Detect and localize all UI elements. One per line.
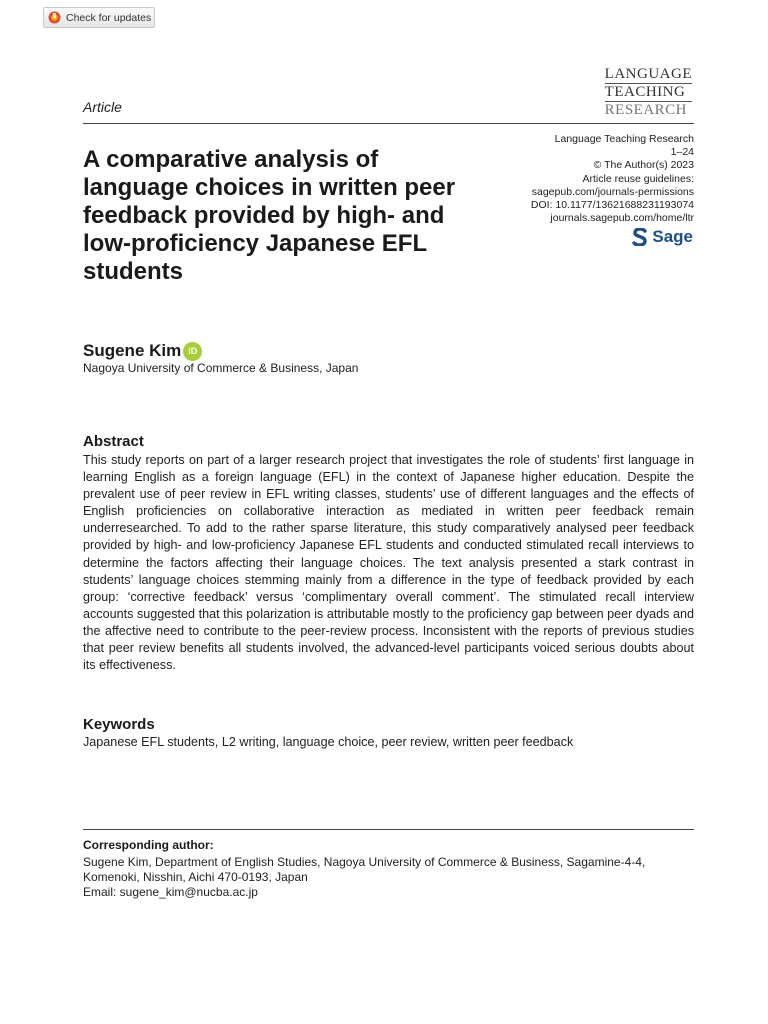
author bbox=[83, 341, 202, 361]
meta-permissions-link[interactable]: sagepub.com/journals-permissions bbox=[531, 185, 694, 198]
meta-doi-link[interactable]: DOI: 10.1177/13621688231193074 bbox=[530, 199, 694, 212]
article-type: Article bbox=[83, 99, 122, 115]
journal-logo bbox=[605, 66, 692, 119]
publisher-logo bbox=[632, 227, 693, 247]
corresponding-address-line2: Komenoki, Nisshin, Aichi 470-0193, Japan bbox=[83, 870, 308, 884]
check-for-updates-button[interactable] bbox=[43, 7, 155, 28]
orcid-icon[interactable]: iD bbox=[183, 342, 202, 361]
sage-logo-icon bbox=[632, 228, 648, 246]
journal-logo-line1: LANGUAGE bbox=[604, 66, 692, 82]
abstract-heading: Abstract bbox=[83, 433, 144, 450]
keywords-text: Japanese EFL students, L2 writing, language choice, peer review, written peer feedback bbox=[83, 735, 574, 749]
footer-divider bbox=[83, 829, 694, 830]
check-updates-label: Check for updates bbox=[66, 11, 152, 24]
author-name: Sugene Kim bbox=[83, 341, 182, 360]
article-title: A comparative analysis of language choices in written peer feedback provided by high- and low-proficiency Japanese EFL students bbox=[83, 146, 456, 285]
corresponding-email[interactable]: Email: sugene_kim@nucba.ac.jp bbox=[83, 885, 258, 899]
meta-journal: Language Teaching Research bbox=[554, 133, 694, 145]
publisher-name: Sage bbox=[652, 227, 693, 246]
article-meta bbox=[531, 133, 694, 225]
meta-reuse: Article reuse guidelines: bbox=[582, 172, 694, 185]
corresponding-author-heading: Corresponding author: bbox=[83, 838, 214, 852]
meta-pages: 1–24 bbox=[670, 146, 694, 159]
abstract-text: This study reports on part of a larger research project that investigates the role of students’ first language in learning English as a foreign language (EFL) in the context of Japanese higher education. Despite the prevalent use of peer review in EFL writing classes, students’ use of different languages and the effects of English proficiencies on collaborative interaction as mediated in written peer feedback remain underresearched. To add to the rather sparse literature, this study comparatively analysed peer feedback provided by high- and low-proficiency Japanese EFL students and conducted stimulated recall interviews to determine the factors affecting their language choices. The text analysis presented a stark contrast in students’ language choices stemming mainly from a difference in the type of feedback provided by each group: ‘corrective feedback’ versus ‘complimentary overall comment’. The stimulated recall interview accounts suggested that this polarization is attributable mostly to the proficiency gap between peer dyads and the affective need to contribute to the peer-review process. Inconsistent with the reports of previous studies that peer review benefits all students involved, the advanced-level participants voiced serious doubts about its effectiveness. bbox=[83, 453, 694, 673]
corresponding-author-details bbox=[83, 855, 694, 900]
header-divider bbox=[83, 123, 694, 124]
corresponding-address-line1: Sugene Kim, Department of English Studies, Nagoya University of Commerce & Business, Sagamine-4-4, bbox=[83, 855, 646, 869]
meta-homepage-link[interactable]: journals.sagepub.com/home/ltr bbox=[550, 212, 694, 225]
keywords-heading: Keywords bbox=[83, 716, 155, 733]
journal-logo-line3: RESEARCH bbox=[604, 102, 688, 118]
check-updates-icon bbox=[48, 11, 61, 24]
meta-copyright: © The Author(s) 2023 bbox=[593, 159, 694, 172]
journal-logo-line2: TEACHING bbox=[605, 83, 692, 102]
author-affiliation: Nagoya University of Commerce & Business, Japan bbox=[83, 361, 359, 375]
